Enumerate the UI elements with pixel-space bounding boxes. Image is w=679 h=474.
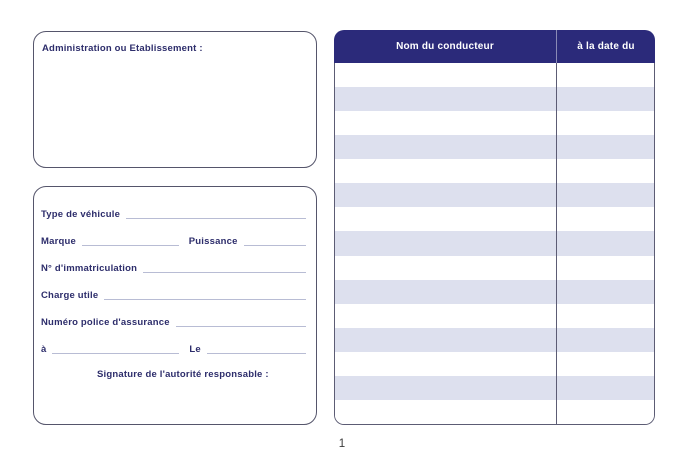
- table-row: [335, 328, 654, 352]
- date-cell: [556, 352, 654, 376]
- header-a-la-date-du: à la date du: [556, 30, 655, 63]
- type-vehicule-label: Type de véhicule: [41, 209, 121, 220]
- table-row: [335, 207, 654, 231]
- date-cell: [556, 400, 654, 424]
- conductor-table-header: [334, 30, 655, 63]
- field-row-lieu-date: [41, 329, 307, 356]
- conductor-name-cell: [335, 183, 556, 207]
- table-row: [335, 159, 654, 183]
- signature-label: Signature de l'autorité responsable :: [97, 369, 269, 380]
- table-row: [335, 256, 654, 280]
- lieu-blank-line: [52, 344, 179, 354]
- table-row: [335, 135, 654, 159]
- police-assurance-label: Numéro police d'assurance: [41, 317, 170, 328]
- type-vehicule-blank-line: [126, 209, 306, 219]
- field-row-marque-puissance: [41, 221, 307, 248]
- conductor-table: [334, 30, 655, 425]
- conductor-name-cell: [335, 352, 556, 376]
- date-cell: [556, 328, 654, 352]
- field-row-assurance: [41, 302, 307, 329]
- immatriculation-blank-line: [143, 263, 306, 273]
- table-row: [335, 304, 654, 328]
- administration-label: Administration ou Etablissement :: [42, 43, 203, 54]
- field-row-charge-utile: [41, 275, 307, 302]
- date-cell: [556, 280, 654, 304]
- a-label: à: [41, 344, 47, 355]
- conductor-name-cell: [335, 280, 556, 304]
- date-cell: [556, 63, 654, 87]
- date-cell: [556, 207, 654, 231]
- table-row: [335, 400, 654, 424]
- date-cell: [556, 111, 654, 135]
- header-nom-du-conducteur: Nom du conducteur: [396, 41, 494, 52]
- charge-utile-blank-line: [104, 290, 306, 300]
- conductor-name-cell: [335, 87, 556, 111]
- marque-label: Marque: [41, 236, 76, 247]
- conductor-table-body: [334, 63, 655, 425]
- table-row: [335, 352, 654, 376]
- table-row: [335, 63, 654, 87]
- conductor-name-cell: [335, 159, 556, 183]
- date-cell: [556, 183, 654, 207]
- puissance-label: Puissance: [188, 236, 238, 247]
- date-cell: [556, 135, 654, 159]
- table-row: [335, 111, 654, 135]
- field-row-type: [41, 194, 307, 221]
- table-row: [335, 280, 654, 304]
- table-row: [335, 231, 654, 255]
- marque-blank-line: [82, 236, 179, 246]
- date-blank-line: [207, 344, 306, 354]
- date-cell: [556, 256, 654, 280]
- date-cell: [556, 87, 654, 111]
- conductor-name-cell: [335, 207, 556, 231]
- puissance-blank-line: [244, 236, 306, 246]
- immatriculation-label: N° d'immatriculation: [41, 263, 138, 274]
- conductor-name-cell: [335, 63, 556, 87]
- le-label: Le: [189, 344, 201, 355]
- conductor-name-cell: [335, 376, 556, 400]
- date-cell: [556, 159, 654, 183]
- conductor-name-cell: [335, 400, 556, 424]
- conductor-name-cell: [335, 231, 556, 255]
- conductor-name-cell: [335, 135, 556, 159]
- administration-box: [33, 31, 317, 168]
- conductor-name-cell: [335, 256, 556, 280]
- charge-utile-label: Charge utile: [41, 290, 99, 301]
- date-cell: [556, 231, 654, 255]
- date-cell: [556, 376, 654, 400]
- date-cell: [556, 304, 654, 328]
- table-row: [335, 87, 654, 111]
- table-row: [335, 183, 654, 207]
- conductor-name-cell: [335, 304, 556, 328]
- vehicle-info-box: [33, 186, 317, 425]
- police-assurance-blank-line: [176, 317, 306, 327]
- table-row: [335, 376, 654, 400]
- field-row-immatriculation: [41, 248, 307, 275]
- field-row-signature: [41, 356, 307, 383]
- conductor-name-cell: [335, 111, 556, 135]
- conductor-name-cell: [335, 328, 556, 352]
- page-number: 1: [338, 438, 346, 450]
